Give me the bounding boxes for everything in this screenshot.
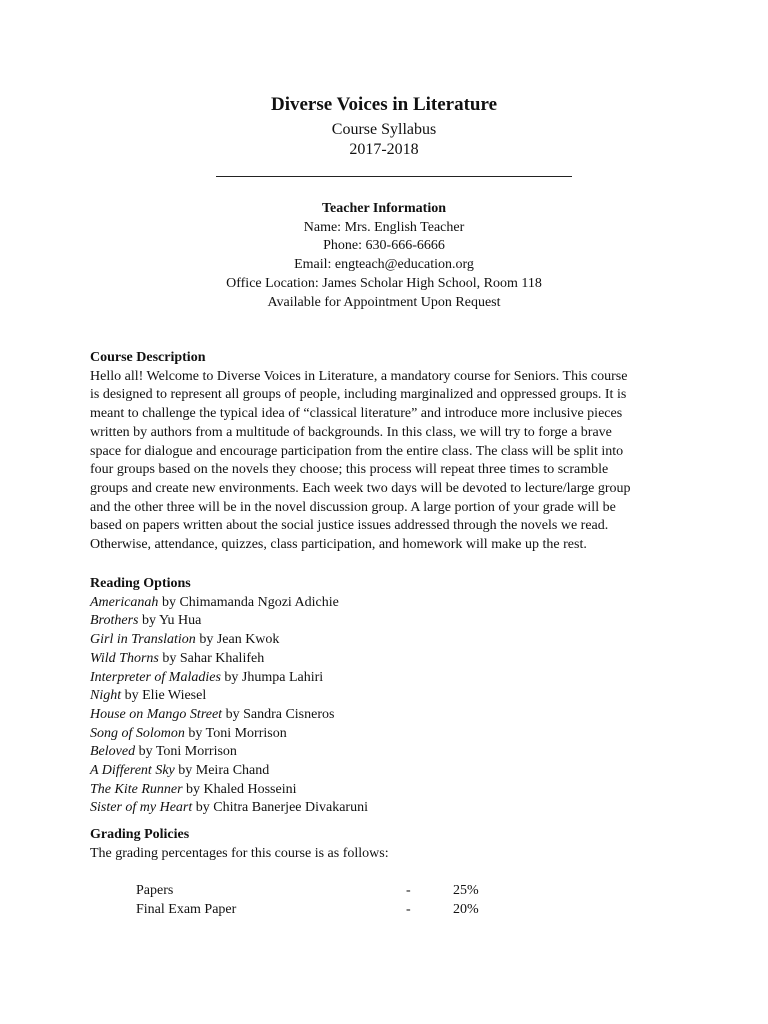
book-title: Wild Thorns [90,650,159,666]
teacher-office: Office Location: James Scholar High School, Room 118 [226,275,542,291]
course-description-body [90,368,690,555]
book-item [90,650,690,669]
grade-dash: - [406,883,411,898]
description-line: and the other three will be in the novel discussion group. A large portion of your grade will be [90,499,616,515]
description-line: based on papers written about the social justice issues addressed through the novels we read. [90,518,609,534]
book-title: House on Mango Street [90,706,223,722]
course-title: Diverse Voices in Literature [270,94,498,115]
book-author: by Sandra Cisneros [222,706,335,722]
book-author: by Jhumpa Lahiri [220,669,324,685]
reading-options-heading: Reading Options [90,576,191,591]
book-item [90,762,690,781]
book-title: Beloved [90,744,136,760]
description-line: is designed to represent all groups of people, including marginalized and oppressed groups. It is [90,387,627,403]
book-author: by Chimamanda Ngozi Adichie [158,594,339,610]
description-line: Hello all! Welcome to Diverse Voices in Literature, a mandatory course for Seniors. This course [90,368,628,384]
grading-policies [90,826,690,863]
teacher-name: Name: Mrs. English Teacher [303,219,465,235]
book-title: Sister of my Heart [90,800,193,816]
book-item [90,743,690,762]
grading-policies-heading: Grading Policies [90,827,190,842]
book-author: by Chitra Banerjee Divakaruni [192,800,368,816]
description-line: Otherwise, attendance, quizzes, class participation, and homework will make up the rest. [90,537,587,553]
book-author: by Elie Wiesel [121,688,207,704]
teacher-phone: Phone: 630-666-6666 [323,238,445,254]
book-title: Night [90,688,122,704]
grade-name: Final Exam Paper [136,902,237,917]
description-line: four groups based on the novels they choose; this process will repeat three times to scramble [90,462,609,478]
book-item [90,631,690,650]
grading-intro: The grading percentages for this course is as follows: [90,845,389,861]
book-item [90,594,690,613]
book-title: The Kite Runner [90,781,183,797]
book-author: by Toni Morrison [135,744,237,760]
description-line: meant to challenge the typical idea of “classical literature” and introduce more inclusive pieces [90,406,623,422]
grade-row [136,902,536,921]
grade-row [136,883,536,902]
description-line: groups and create new environments. Each week two days will be devoted to lecture/large group [90,480,631,496]
book-author: by Khaled Hosseini [182,781,297,797]
book-item [90,669,690,688]
book-item [90,706,690,725]
grade-percent: 25% [453,883,479,898]
grade-percent: 20% [453,902,479,917]
book-item [90,612,690,631]
book-item [90,687,690,706]
course-description [90,349,690,555]
book-author: by Meira Chand [174,763,270,779]
book-title: Americanah [90,594,159,610]
book-title: Girl in Translation [90,632,196,648]
course-year: 2017-2018 [349,141,419,158]
description-line: space for dialogue and encourage participation from the entire class. The class will be split into [90,443,624,459]
grade-name: Papers [136,883,174,898]
book-author: by Yu Hua [138,613,202,629]
grade-dash: - [406,902,411,917]
book-title: A Different Sky [90,763,175,779]
description-line: written by authors from a multitude of backgrounds. In this class, we will try to forge a brave [90,424,612,440]
teacher-info [0,200,768,312]
book-list [90,594,690,818]
book-title: Interpreter of Maladies [90,669,221,685]
book-author: by Jean Kwok [195,632,280,648]
header-divider [216,176,572,177]
book-item [90,799,690,818]
teacher-email: Email: engteach@education.org [294,257,474,273]
book-item [90,725,690,744]
book-title: Song of Solomon [90,725,185,741]
course-subtitle: Course Syllabus [331,121,437,138]
document-header [0,92,768,160]
teacher-info-heading: Teacher Information [321,201,447,216]
reading-options [90,575,690,818]
teacher-availability: Available for Appointment Upon Request [267,294,501,310]
book-item [90,781,690,800]
course-description-heading: Course Description [90,350,206,365]
book-author: by Toni Morrison [184,725,287,741]
book-title: Brothers [90,613,139,629]
book-author: by Sahar Khalifeh [158,650,265,666]
